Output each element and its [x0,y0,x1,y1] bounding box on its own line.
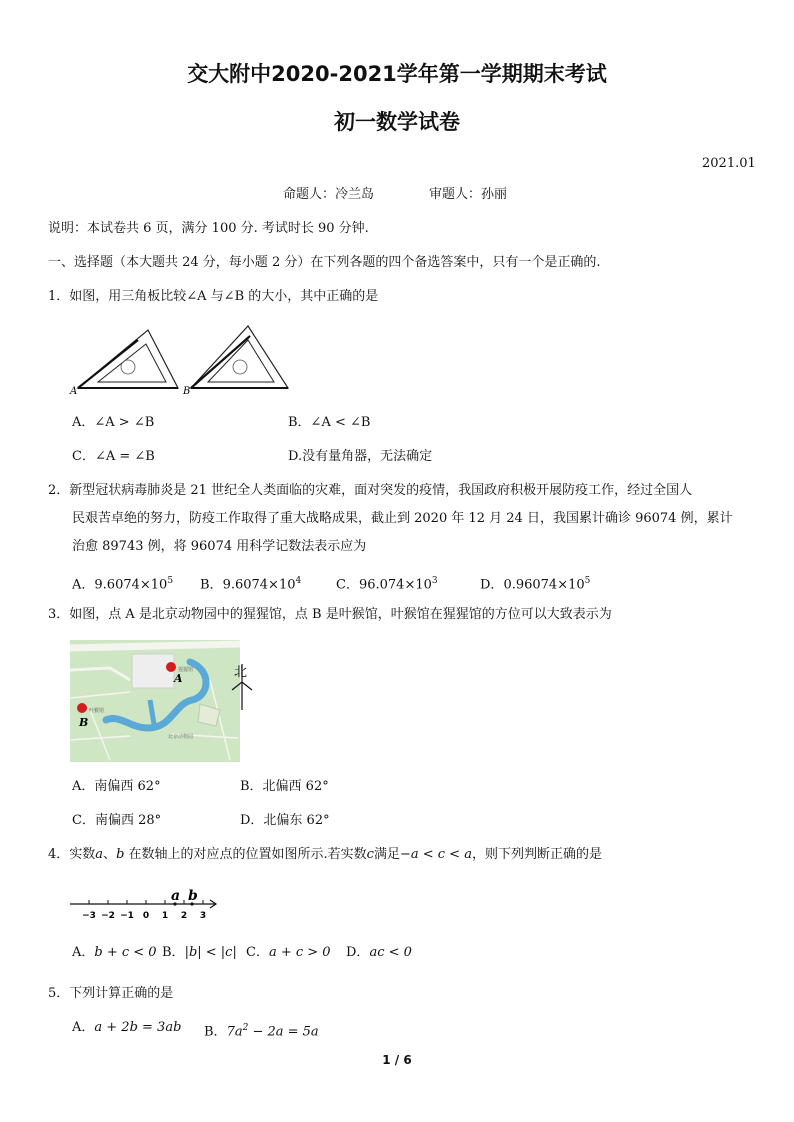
page-number: 1 / 6 [382,1053,412,1067]
point-a-label: a [171,888,181,904]
q2-option-a[interactable]: A．$9.6074\times 10^5$ [72,576,174,593]
author: 命题人：冷兰岛 [283,187,375,202]
tick-label: 0 [142,911,150,921]
tick-label: 1 [161,911,169,921]
q2-line-2: 民艰苦卓绝的努力，防疫工作取得了重大战略成果，截止到 2020 年 12 月 24 日，我国累计确诊 96074 例，累计 [72,511,733,526]
exam-note: 说明：本试卷共 6 页，满分 100 分. 考试时长 90 分钟. [48,221,369,236]
reviewer: 审题人：孙丽 [429,187,508,202]
q1-option-c[interactable]: C．∠A = ∠B [72,449,155,464]
q4-option-c[interactable]: C．a + c > 0 [246,945,331,960]
q3-option-c[interactable]: C．南偏西 28° [72,813,162,828]
q5-stem: 5．下列计算正确的是 [48,986,174,1001]
map-tag-b: 叶猴馆 [89,708,105,714]
q5-option-b[interactable]: B．$7a^2 - 2a = 5a$ [204,1023,319,1040]
compass-label: 北 [234,665,248,680]
map-road-label: 北京动物园 [168,734,194,740]
tick-label: −2 [101,911,115,921]
q1-triangle-figure [68,322,308,398]
q1-stem: 1．如图，用三角板比较∠A 与∠B 的大小，其中正确的是 [48,289,379,304]
q3-option-b[interactable]: B．北偏西 62° [240,779,329,794]
q2-line-3: 治愈 89743 例，将 96074 用科学记数法表示应为 [72,539,367,554]
map-label-b: B [79,716,89,729]
q4-option-a[interactable]: A．b + c < 0 [72,945,157,960]
tick-label: −3 [82,911,96,921]
q3-option-d[interactable]: D．北偏东 62° [240,813,330,828]
q4-option-b[interactable]: B．|b| < |c| [162,945,237,960]
q3-stem: 3．如图，点 A 是北京动物园中的猩猩馆，点 B 是叶猴馆，叶猴馆在猩猩馆的方位可以大致表示为 [48,607,612,622]
q4-stem: 4．实数a、b 在数轴上的对应点的位置如图所示.若实数c满足−a < c < a，则下列判断正确的是 [48,847,602,862]
q3-zoo-map [70,640,240,762]
q5-option-a[interactable]: A．a + 2b = 3ab [72,1020,182,1035]
section-heading: 一、选择题（本大题共 24 分，每小题 2 分）在下列各题的四个备选答案中，只有一个是正确的. [48,255,601,270]
q1-label-b: B [183,386,191,397]
map-label-a: A [174,672,183,685]
q2-line-1: 2．新型冠状病毒肺炎是 21 世纪全人类面临的灾难，面对突发的疫情，我国政府积极开展防疫工作，经过全国人 [48,483,693,498]
q1-option-a[interactable]: A．∠A > ∠B [72,415,155,430]
exam-title: 交大附中2020-2021学年第一学期期末考试 [187,62,607,86]
q2-option-c[interactable]: C．$96.074\times 10^3$ [336,576,438,593]
q1-option-b[interactable]: B．∠A < ∠B [288,415,371,430]
q4-number-line [68,882,228,926]
exam-subtitle: 初一数学试卷 [334,110,460,134]
q2-option-b[interactable]: B．$9.6074\times 10^4$ [200,576,302,593]
q2-option-d[interactable]: D．$0.96074\times 10^5$ [480,576,591,593]
q1-label-a: A [70,386,78,397]
map-tag-a: 猩猩馆 [178,667,194,673]
point-b-label: b [188,888,198,904]
tick-label: 2 [180,911,188,921]
q4-option-d[interactable]: D．ac < 0 [346,945,412,960]
q3-option-a[interactable]: A．南偏西 62° [72,779,161,794]
north-arrow-icon [228,662,256,712]
tick-label: −1 [120,911,134,921]
exam-date: 2021.01 [702,156,756,171]
tick-label: 3 [199,911,207,921]
q1-option-d[interactable]: D.没有量角器，无法确定 [288,449,433,464]
